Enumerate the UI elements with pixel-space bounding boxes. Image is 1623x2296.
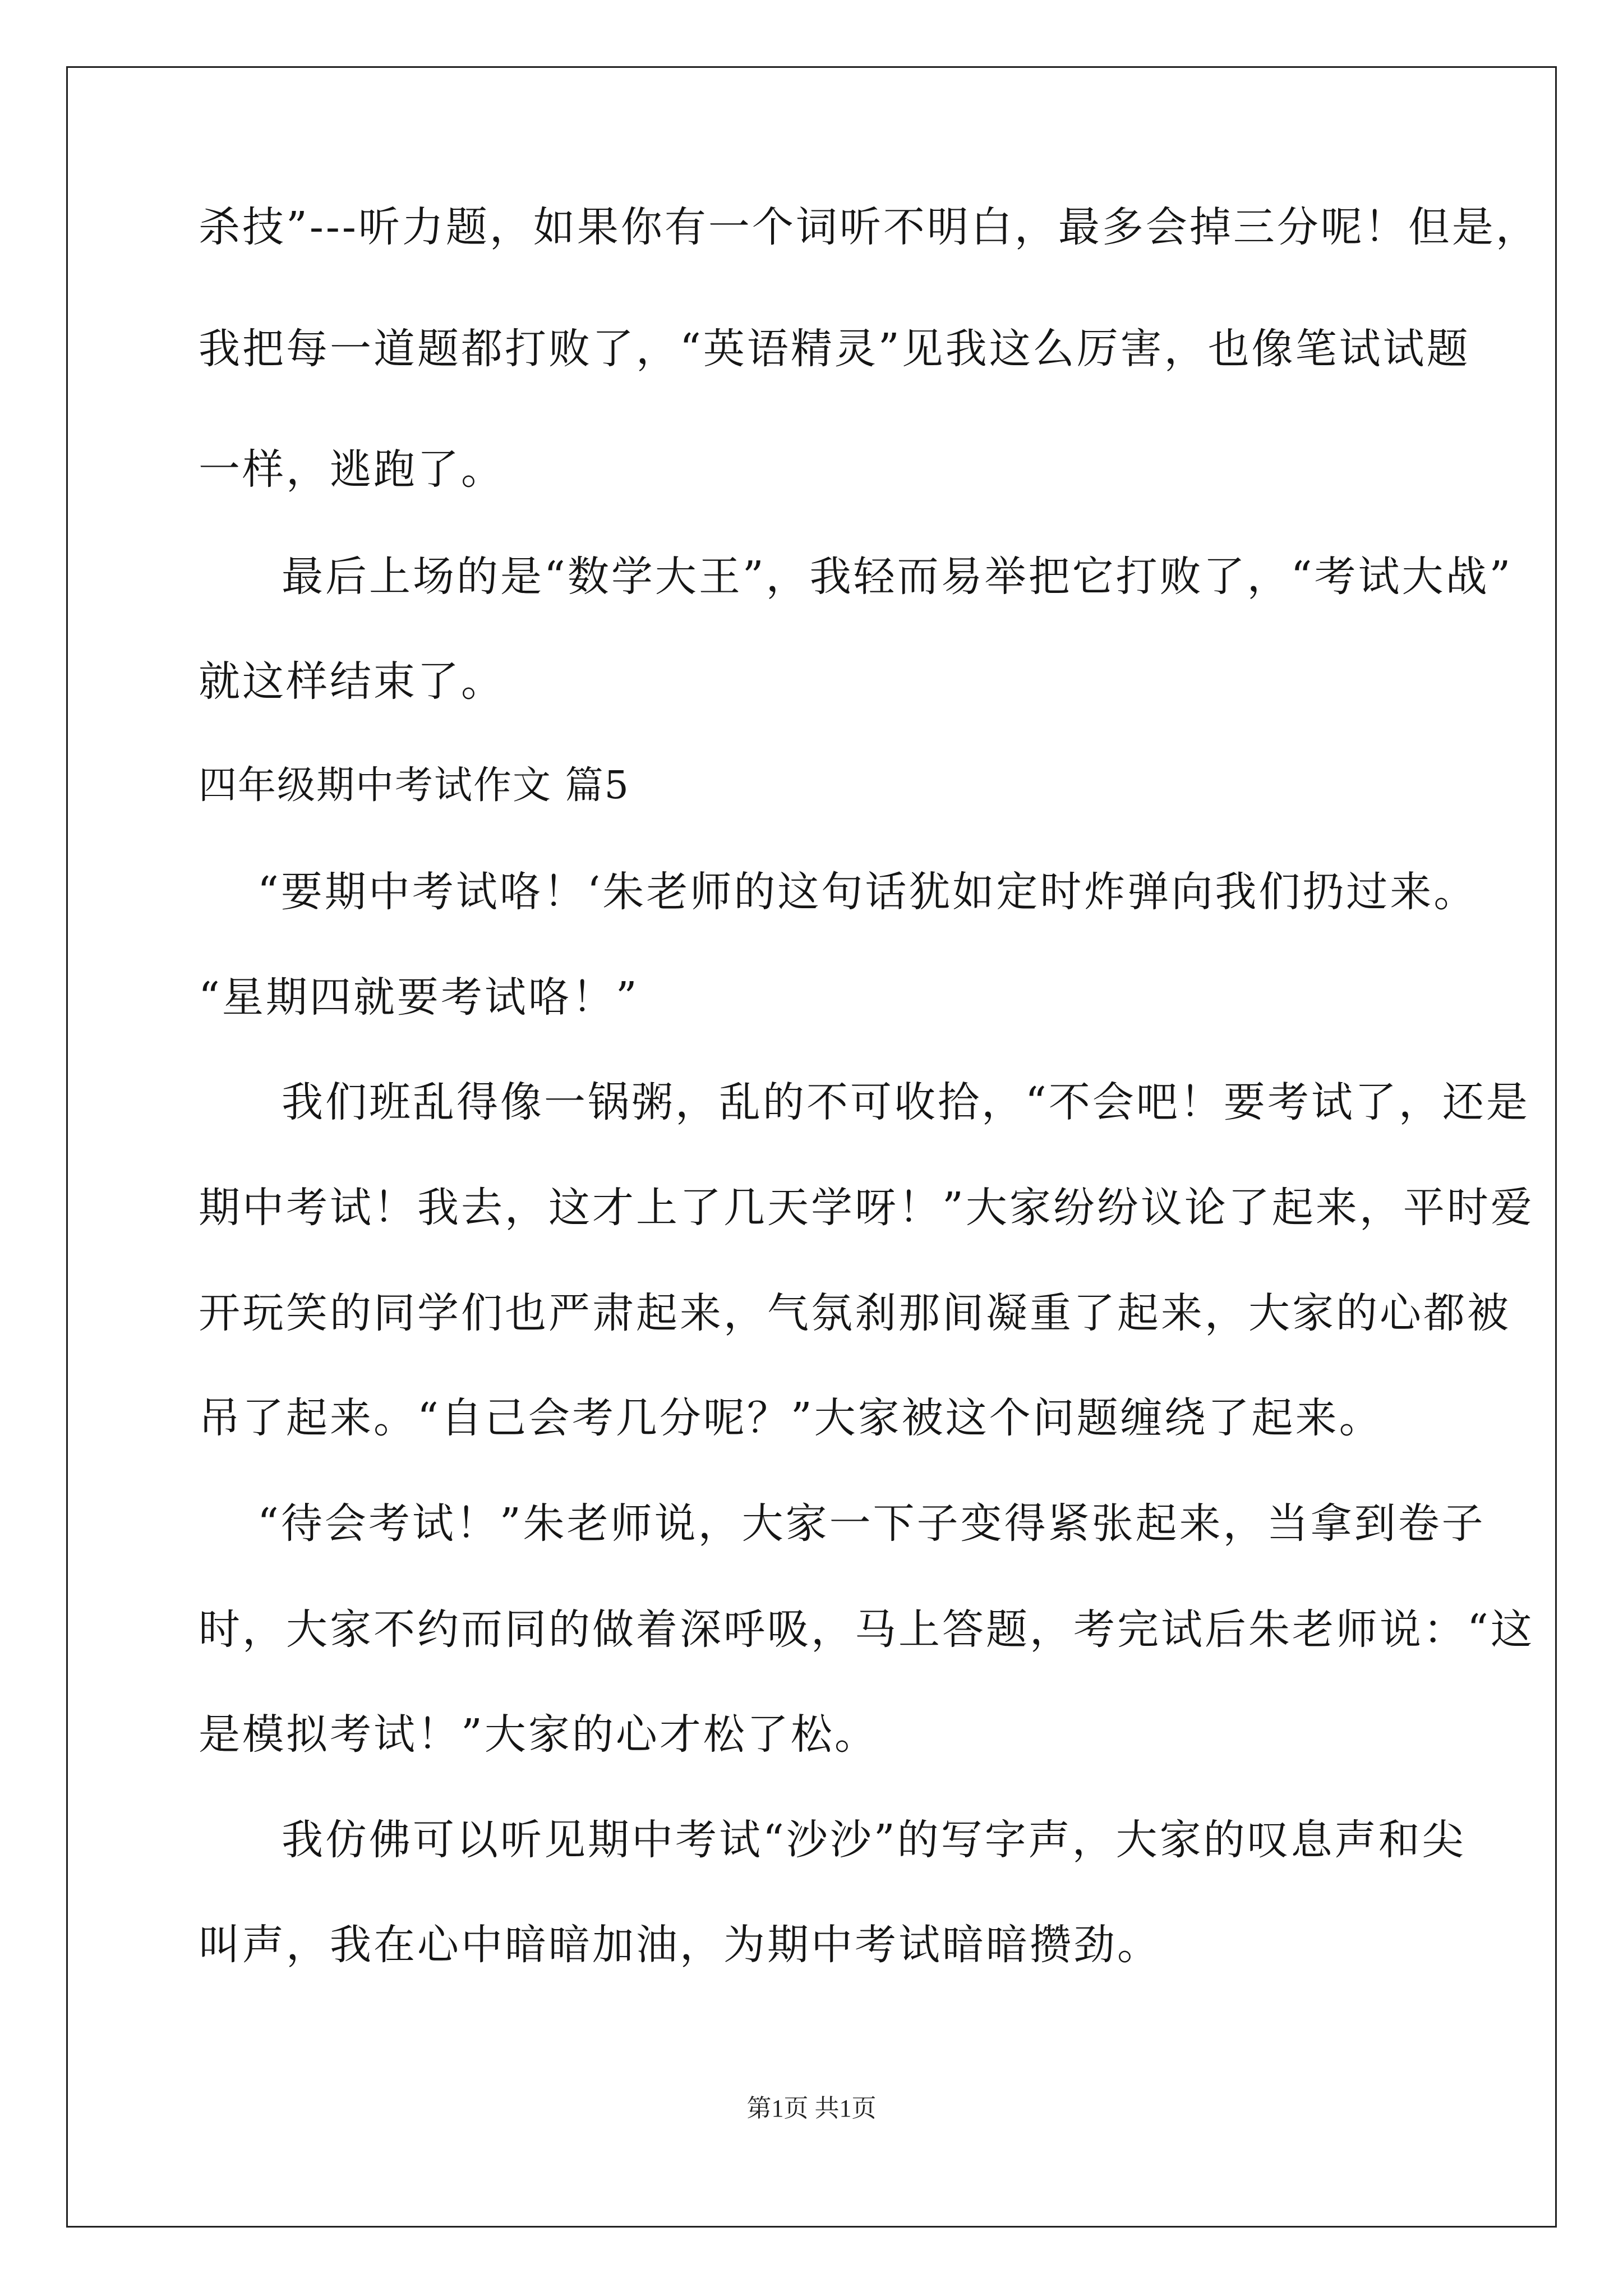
text-line: 我们班乱得像一锅粥，乱的不可收拾，“不会吧！要考试了，还是	[282, 1078, 1530, 1126]
text-line: “星期四就要考试咯！”	[199, 973, 639, 1022]
text-line: 我仿佛可以听见期中考试“沙沙”的写字声，大家的叹息声和尖	[282, 1816, 1466, 1864]
text-line: 期中考试！我去，这才上了几天学呀！”大家纷纷议论了起来，平时爱	[199, 1184, 1534, 1232]
section-heading: 四年级期中考试作文 篇5	[199, 763, 630, 808]
text-line: 就这样结束了。	[199, 657, 505, 706]
page-number: 第1页 共1页	[746, 2095, 877, 2122]
text-line: 杀技”---听力题，如果你有一个词听不明白，最多会掉三分呢！但是，	[199, 203, 1539, 251]
text-line: 我把每一道题都打败了，“英语精灵”见我这么厉害，也像笔试试题	[199, 325, 1470, 373]
text-line: 开玩笑的同学们也严肃起来，气氛刹那间凝重了起来，大家的心都被	[199, 1289, 1511, 1337]
text-line: 时，大家不约而同的做着深呼吸，马上答题，考完试后朱老师说：“这	[199, 1605, 1534, 1654]
text-line: “要期中考试咯！‘朱老师的这句话犹如定时炸弹向我们扔过来。	[257, 868, 1478, 916]
text-line: “待会考试！”朱老师说，大家一下子变得紧张起来，当拿到卷子	[257, 1499, 1486, 1548]
text-line: 最后上场的是“数学大王”，我轻而易举把它打败了，“考试大战”	[282, 553, 1513, 601]
page-frame	[66, 66, 1557, 2228]
text-line: 是模拟考试！”大家的心才松了松。	[199, 1710, 878, 1759]
text-line: 一样，逃跑了。	[199, 445, 505, 494]
text-line: 叫声，我在心中暗暗加油，为期中考试暗暗攒劲。	[199, 1921, 1161, 1969]
text-line: 吊了起来。“自己会考几分呢？”大家被这个问题缠绕了起来。	[199, 1394, 1383, 1442]
